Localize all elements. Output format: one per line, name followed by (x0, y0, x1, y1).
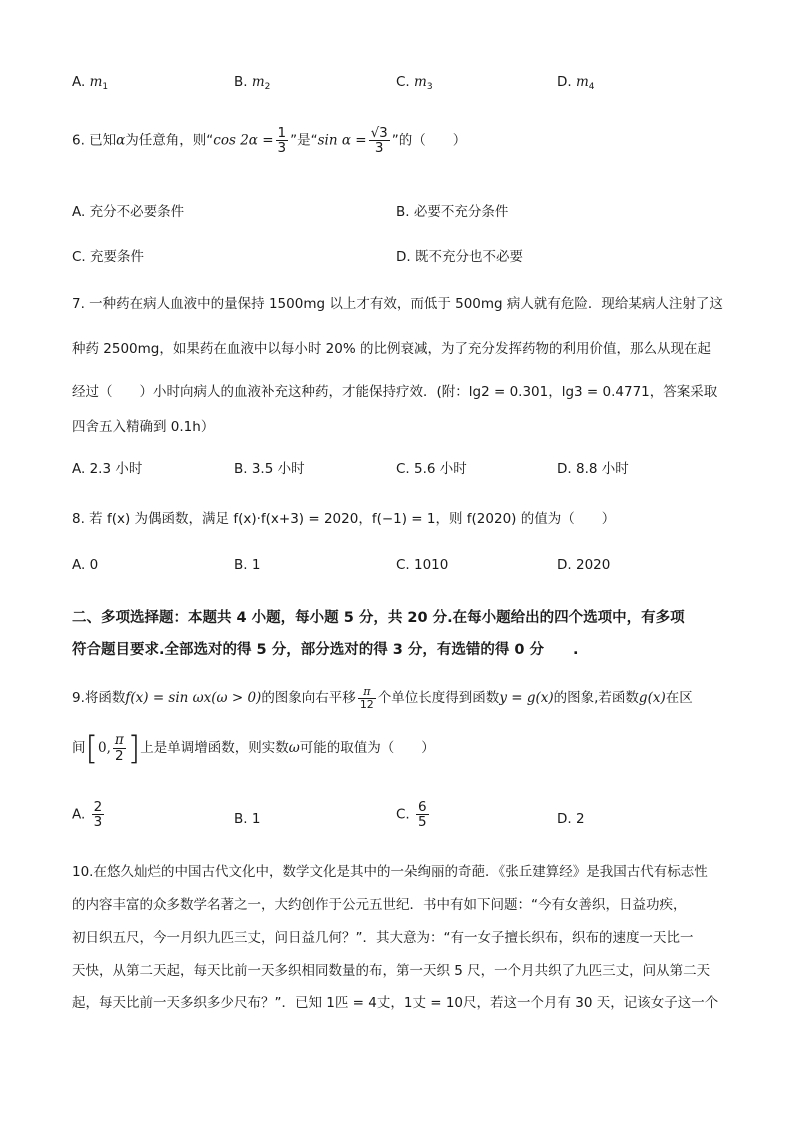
q5-option-c (396, 74, 433, 92)
text: 的图象,若函数 (553, 690, 639, 707)
option-label: C. (396, 806, 410, 823)
text: 6. 已知 (72, 132, 117, 149)
math-var: m (251, 74, 265, 90)
text: ”的（ ） (391, 132, 467, 149)
math-subscript: 2 (264, 82, 271, 92)
text: 为任意角，则“ (125, 132, 214, 149)
option-label: D. (557, 74, 572, 90)
text: 上是单调增函数，则实数 (140, 740, 289, 756)
fraction (276, 126, 289, 155)
q10-line-1: 10.在悠久灿烂的中国古代文化中，数学文化是其中的一朵绚丽的奇葩．《张丘建算经》是我国古代有标志性 (72, 864, 708, 880)
denominator: 2 (115, 747, 124, 764)
q7-option-c: C. 5.6 小时 (396, 461, 467, 477)
math-subscript: 4 (588, 82, 595, 92)
q5-option-a (72, 74, 108, 92)
q5-option-d (557, 74, 595, 92)
q10-line-3: 初日织五尺，今一月织九匹三丈，问日益几何？”．其大意为：“有一女子擅长织布，织布的速度一天比一 (72, 930, 694, 946)
q6-option-c: C. 充要条件 (72, 249, 145, 265)
q10-line-5: 起，每天比前一天多织多少尺布？”．已知 1匹 = 4丈，1丈 = 10尺，若这一个月有 30 天，记该女子这一个 (72, 995, 719, 1011)
q8-stem: 8. 若 f(x) 为偶函数，满足 f(x)·f(x+3) = 2020，f(−1) = 1，则 f(2020) 的值为（ ） (72, 511, 616, 527)
q8-option-b: B. 1 (234, 557, 261, 573)
section2-heading-line-1: 二、多项选择题：本题共 4 小题，每小题 5 分，共 20 分.在每小题给出的四个选项中，有多项 (72, 610, 685, 626)
text: 个单位长度得到函数 (377, 690, 500, 707)
q6-stem (72, 126, 466, 155)
q6-option-a: A. 充分不必要条件 (72, 204, 185, 220)
q7-option-d: D. 8.8 小时 (557, 461, 629, 477)
left-bracket-icon: [ (85, 729, 98, 767)
math-expr: f(x) = sin ωx(ω > 0) (125, 690, 262, 707)
math-expr: g(x) (638, 690, 666, 707)
text: ”是“ (290, 132, 318, 149)
q7-line-3: 经过（ ）小时向病人的血液补充这种药，才能保持疗效．(附：lg2 = 0.301，lg3 = 0.4771，答案采取 (72, 384, 718, 400)
q9-option-a (72, 800, 106, 829)
math-var: ω (288, 740, 300, 756)
q6-option-d: D. 既不充分也不必要 (396, 249, 523, 265)
numerator: 6 (418, 799, 427, 815)
q7-line-4: 四舍五入精确到 0.1h） (72, 419, 215, 435)
option-label: A. (72, 74, 86, 90)
q9-stem-line-1 (72, 686, 693, 710)
section2-heading-line-2: 符合题目要求.全部选对的得 5 分，部分选对的得 3 分，有选错的得 0 分 . (72, 642, 579, 658)
math-var: m (575, 74, 589, 90)
fraction (416, 800, 429, 829)
q9-option-d: D. 2 (557, 811, 585, 827)
math-var: m (89, 74, 103, 90)
q10-line-4: 天快，从第二天起，每天比前一天多织相同数量的布，第一天织 5 尺，一个月共织了九匹三丈，问从第二天 (72, 963, 711, 979)
q8-option-c: C. 1010 (396, 557, 449, 573)
text: 间 (72, 740, 86, 756)
math-subscript: 1 (102, 82, 109, 92)
denominator: 3 (374, 140, 384, 157)
q10-line-2: 的内容丰富的众多数学名著之一，大约创作于公元五世纪．书中有如下问题：“今有女善织，日益功疾， (72, 897, 687, 913)
numerator: 2 (93, 799, 103, 815)
q7-line-1: 7. 一种药在病人血液中的量保持 1500mg 以上才有效，而低于 500mg 病人就有危险．现给某病人注射了这 (72, 296, 723, 312)
math-subscript: 3 (426, 82, 433, 92)
math-var: α (116, 132, 126, 149)
q9-option-b: B. 1 (234, 811, 261, 827)
numerator: π (114, 732, 124, 749)
q8-option-a: A. 0 (72, 557, 99, 573)
text: 9.将函数 (72, 690, 126, 707)
option-label: B. (234, 74, 248, 90)
right-bracket-icon: ] (127, 729, 141, 767)
text: 在区 (665, 690, 693, 707)
math-expr: 0, (97, 740, 111, 756)
q8-option-d: D. 2020 (557, 557, 611, 573)
denominator: 3 (277, 140, 287, 157)
math-expr: sin α = (317, 132, 367, 149)
fraction (358, 686, 376, 710)
denominator: 3 (93, 814, 103, 831)
numerator: π (358, 686, 376, 699)
fraction (113, 733, 126, 762)
numerator: √3 (370, 125, 388, 141)
numerator: 1 (277, 125, 287, 141)
math-expr: cos 2α = (213, 132, 274, 149)
text: 可能的取值为（ ） (299, 740, 435, 756)
q5-option-b (234, 74, 270, 92)
denominator: 5 (418, 814, 427, 831)
denominator: 12 (359, 697, 374, 711)
fraction (92, 800, 105, 829)
fraction (369, 126, 390, 155)
q9-option-c (396, 800, 431, 829)
q6-option-b: B. 必要不充分条件 (396, 204, 509, 220)
math-expr: y = g(x) (499, 690, 554, 707)
option-label: C. (396, 74, 410, 90)
q7-option-a: A. 2.3 小时 (72, 461, 143, 477)
math-var: m (414, 74, 427, 90)
option-label: A. (72, 806, 86, 823)
text: 的图象向右平移 (261, 690, 356, 707)
q7-line-2: 种药 2500mg，如果药在血液中以每小时 20% 的比例衰减，为了充分发挥药物的利用价值，那么从现在起 (72, 341, 711, 357)
q7-option-b: B. 3.5 小时 (234, 461, 305, 477)
q9-stem-line-2 (72, 729, 435, 767)
